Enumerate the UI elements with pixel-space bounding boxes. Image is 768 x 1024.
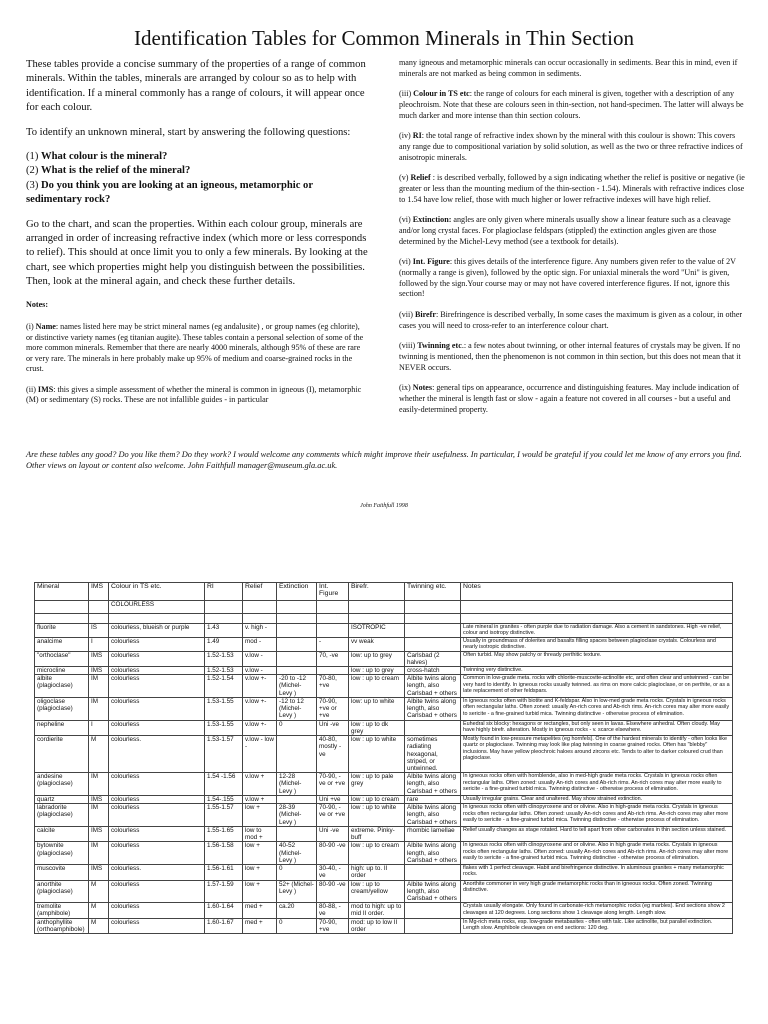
mineral-cell: bytownite (plagioclase) bbox=[35, 842, 89, 865]
birefr-cell: low : up to cream/yellow bbox=[349, 880, 405, 903]
birefr-cell: low: up to grey bbox=[349, 651, 405, 666]
mineral-cell: albite (plagioclase) bbox=[35, 675, 89, 698]
colour-cell: colourless bbox=[109, 773, 205, 796]
extinction-cell bbox=[277, 826, 317, 841]
birefr-cell: ISOTROPIC bbox=[349, 624, 405, 638]
question-2-number: (2) bbox=[26, 165, 42, 177]
notes-column bbox=[399, 58, 747, 425]
ims-cell: M bbox=[89, 918, 109, 933]
birefr-cell: low : up to dk grey bbox=[349, 720, 405, 735]
birefr-cell: low : up to pale grey bbox=[349, 773, 405, 796]
notes-cell: In igneous rocks often with biotite and K-feldspar. Also in low-med grade meta rocks. Crystals in igneous rocks often rectangular laths. Often zoned: usually An-rich cores and Ab-rich rims. An-rich cores may alter more easily to sericite - a fine-grained turbid mica. Twinning distinctive - otherwise process of elimination. bbox=[461, 697, 733, 720]
colour-cell: colourless bbox=[109, 666, 205, 674]
note-continuation: many igneous and metamorphic minerals can occur occasionally in sediments. Bear this in mind, even if minerals are not marked as being common in sediments. bbox=[399, 58, 738, 78]
mineral-cell: calcite bbox=[35, 826, 89, 841]
instructions-paragraph: To identify an unknown mineral, start by answering the following questions: bbox=[26, 126, 351, 138]
extinction-cell bbox=[277, 624, 317, 638]
extinction-cell: -20 to -12 (Michel-Levy ) bbox=[277, 675, 317, 698]
relief-cell: v.low - low - bbox=[243, 736, 277, 773]
relief-cell: v.low +- bbox=[243, 675, 277, 698]
birefr-cell: mod to high: up to mid II order. bbox=[349, 903, 405, 918]
ims-cell: I bbox=[89, 720, 109, 735]
int-figure-cell: 70-90, +ve bbox=[317, 918, 349, 933]
table-row bbox=[35, 826, 733, 841]
extinction-cell bbox=[277, 651, 317, 666]
table-header-row bbox=[35, 583, 733, 601]
ri-cell: 1.57-1.59 bbox=[205, 880, 243, 903]
mineral-cell: analcime bbox=[35, 637, 89, 651]
table-row bbox=[35, 720, 733, 735]
header-birefr: Birefr. bbox=[349, 583, 405, 601]
note-int-figure: (vi) Int. Figure: this gives details of the interference figure. Any numbers given refer to the value of 2V (normally a range is given), followed by the optic sign. For uniaxial minerals the word "Uni" is given, followed by the sign.Your course may or may not have covered interference figures. If not, ignore this section! bbox=[399, 257, 736, 299]
int-figure-cell: 80-90 -ve bbox=[317, 842, 349, 865]
ri-cell: 1.60-1.67 bbox=[205, 918, 243, 933]
twinning-cell: Albite twins along length, also Carlsbad + others bbox=[405, 880, 461, 903]
notes-cell: In Mg-rich meta rocks, esp. low-grade metabasites - often with talc. Like actinolite, but parallel extinction. Length slow. Amphibole cleavages on end sections: 120 deg. bbox=[461, 918, 733, 933]
ri-cell: 1.43 bbox=[205, 624, 243, 638]
colour-cell: colourless bbox=[109, 675, 205, 698]
ims-cell: IS bbox=[89, 624, 109, 638]
birefr-cell: low : up to grey bbox=[349, 666, 405, 674]
mineral-cell: cordierite bbox=[35, 736, 89, 773]
notes-cell: Common in low-grade meta. rocks with chlorite-muscovite-actinolite etc, and often clear and untwinned - can be very hard to identify. In igneous rocks usually twinned. as rims on more calcic plagioclase, or on perthite, or as a late replacement of other feldspars. bbox=[461, 675, 733, 698]
notes-cell: flakes with 1 perfect cleavage. Habit and birefringence distinctive. In aluminous granites + many metamorphic rocks. bbox=[461, 865, 733, 880]
twinning-cell bbox=[405, 865, 461, 880]
ims-cell: M bbox=[89, 903, 109, 918]
mineral-cell: tremolite (amphibole) bbox=[35, 903, 89, 918]
note-colour: (iii) Colour in TS etc: the range of colours for each mineral is given, together with a description of any pleochroism. Note that these are colours seen in thin-section, not hand-specimen. The latter will always be much darker and more intense than thin section colours. bbox=[399, 89, 744, 120]
notes-cell: Mostly found in low-pressure metapelites (eg hornfels). One of the hardest minerals to identify - often looks like quartz or plagioclase. Twinning may look like plag twinning in coarse grained rocks. Often has "blebby" inclusions. May have yellow pleochroic haloes around zircons etc. Tends to alter to darker coloured crud than plagioclase. bbox=[461, 736, 733, 773]
birefr-cell: low : up to cream bbox=[349, 675, 405, 698]
notes-cell: Late mineral in granites - often purple due to radiation damage. Also a cement in sandstones. High -ve relief, colour and isotropy distinctive. bbox=[461, 624, 733, 638]
note-name: (i) Name: names listed here may be strict mineral names (eg andalusite) , or group names (eg chlorite), or distinctive variety names (eg titanian augite). These tables contain a personal selection of some of the more common minerals. Remember that there are nearly 4000 minerals, although 95% of these are rare or very rare. The minerals in here probably make up 95% of medium and coarse-grained rocks in the crust. bbox=[26, 322, 364, 374]
relief-cell: low + bbox=[243, 804, 277, 827]
int-figure-cell: 80-88, -ve bbox=[317, 903, 349, 918]
relief-cell: v.low +- bbox=[243, 720, 277, 735]
extinction-cell: 40-52 (Michel-Levy ) bbox=[277, 842, 317, 865]
intro-paragraph: These tables provide a concise summary of the properties of a range of common minerals. Within the tables, minerals are arranged by colour so as to help with identification. If a mineral commonly has a range of colours, it will appear once for each colour. bbox=[26, 59, 366, 114]
extinction-cell: 52+ (Michel-Levy ) bbox=[277, 880, 317, 903]
mineral-table bbox=[34, 582, 733, 934]
notes-cell: Usually in groundmass of dolerites and basalts filling spaces between plagioclase crystals. Colourless and nearly isotropic distinctive. bbox=[461, 637, 733, 651]
relief-cell: v. high - bbox=[243, 624, 277, 638]
table-row bbox=[35, 795, 733, 803]
table-row bbox=[35, 918, 733, 933]
twinning-cell: Albite twins along length, also Carlsbad + others bbox=[405, 842, 461, 865]
notes-cell: In igneous rocks often with clinopyroxene and or olivine. Also in high-grade meta rocks. Crystals in igneous rocks often rectangular laths. Often zoned: usually An-rich cores and Ab-rich rims. An-rich cores may alter more easily to sericite - a fine-grained turbid mica. Twinning distinctive - otherwise process of elimination. bbox=[461, 804, 733, 827]
colour-cell: colourless bbox=[109, 795, 205, 803]
int-figure-cell: 70, -ve bbox=[317, 651, 349, 666]
birefr-cell: low : up to white bbox=[349, 736, 405, 773]
relief-cell: low + bbox=[243, 842, 277, 865]
note-relief: (v) Relief : is described verbally, followed by a sign indicating whether the relief is positive or negative (ie greater or less than the mounting medium of the thin-section - 1.54). Minerals with refractive indices close to 1.54 have low relief, those with much higher or lower refractive indexes will have high relief. bbox=[399, 173, 745, 204]
ri-cell: 1.52-1.53 bbox=[205, 651, 243, 666]
relief-cell: low to mod + bbox=[243, 826, 277, 841]
extinction-cell: 12-28 (Michel-Levy ) bbox=[277, 773, 317, 796]
ri-cell: 1.54-.155 bbox=[205, 795, 243, 803]
mineral-cell: quartz bbox=[35, 795, 89, 803]
notes-cell: Often turbid. May show patchy or thready perthitic texture. bbox=[461, 651, 733, 666]
colour-cell: colourless bbox=[109, 637, 205, 651]
twinning-cell: rare bbox=[405, 795, 461, 803]
ims-cell: IMS bbox=[89, 666, 109, 674]
twinning-cell bbox=[405, 720, 461, 735]
note-twinning: (viii) Twinning etc.: a few notes about twinning, or other internal features of crystals may be given. If no twinning is mentioned, then the phenomenon is not common in thin section, but this does not mean that it NEVER occurs. bbox=[399, 341, 741, 372]
ims-cell: IM bbox=[89, 773, 109, 796]
int-figure-cell: 80-90 -ve bbox=[317, 880, 349, 903]
ri-cell: 1.53-1.55 bbox=[205, 720, 243, 735]
relief-cell: med + bbox=[243, 918, 277, 933]
relief-cell: mod - bbox=[243, 637, 277, 651]
int-figure-cell bbox=[317, 666, 349, 674]
twinning-cell: Albite twins along length, also Carlsbad + others bbox=[405, 675, 461, 698]
note-notes: (ix) Notes: general tips on appearance, occurrence and distinguishing features. May include indication of whether the mineral is length fast or slow - again a feature not covered in all courses - but a useful and easily-determined property. bbox=[399, 383, 740, 414]
table-row bbox=[35, 865, 733, 880]
table-row bbox=[35, 804, 733, 827]
mineral-cell: fluorite bbox=[35, 624, 89, 638]
table-body bbox=[35, 601, 733, 934]
table-row bbox=[35, 637, 733, 651]
colour-cell: colourless, blueish or purple bbox=[109, 624, 205, 638]
table-row bbox=[35, 675, 733, 698]
ri-cell: 1.53-1.55 bbox=[205, 697, 243, 720]
colour-cell: colourless. bbox=[109, 865, 205, 880]
int-figure-cell: 40-80, mostly -ve bbox=[317, 736, 349, 773]
header-int-figure: Int. Figure bbox=[317, 583, 349, 601]
birefr-cell: extreme. Pinky-buff bbox=[349, 826, 405, 841]
ims-cell: M bbox=[89, 736, 109, 773]
notes-cell: Usually irregular grains. Clear and unaltered. May show strained extinction. bbox=[461, 795, 733, 803]
ri-cell: 1.54 -1.56 bbox=[205, 773, 243, 796]
ri-cell: 1.49 bbox=[205, 637, 243, 651]
intro-column bbox=[26, 58, 368, 416]
ims-cell: IMS bbox=[89, 651, 109, 666]
ri-cell: 1.55-1.65 bbox=[205, 826, 243, 841]
ri-cell: 1.53-1.57 bbox=[205, 736, 243, 773]
birefr-cell: low : up to cream bbox=[349, 842, 405, 865]
ims-cell: M bbox=[89, 880, 109, 903]
colour-cell: colourless bbox=[109, 880, 205, 903]
int-figure-cell: Uni -ve bbox=[317, 826, 349, 841]
mineral-cell: andesine (plagioclase) bbox=[35, 773, 89, 796]
relief-cell: v.low - bbox=[243, 666, 277, 674]
mineral-cell: muscovite bbox=[35, 865, 89, 880]
header-mineral: Mineral bbox=[35, 583, 89, 601]
ims-cell: IMS bbox=[89, 865, 109, 880]
colour-cell: colourless bbox=[109, 651, 205, 666]
int-figure-cell: - bbox=[317, 637, 349, 651]
ri-cell: 1.52-1.54 bbox=[205, 675, 243, 698]
extinction-cell: 0 bbox=[277, 720, 317, 735]
extinction-cell: -12 to 12 (Michel-Levy ) bbox=[277, 697, 317, 720]
birefr-cell: high: up to. II order bbox=[349, 865, 405, 880]
ims-cell: IM bbox=[89, 697, 109, 720]
group-row bbox=[35, 601, 733, 614]
table-row bbox=[35, 903, 733, 918]
extinction-cell bbox=[277, 666, 317, 674]
table-row bbox=[35, 697, 733, 720]
int-figure-cell: Uni -ve bbox=[317, 720, 349, 735]
ims-cell: IMS bbox=[89, 795, 109, 803]
header-colour: Colour in TS etc. bbox=[109, 583, 205, 601]
extinction-cell: 0 bbox=[277, 918, 317, 933]
ims-cell: I bbox=[89, 637, 109, 651]
note-birefr: (vii) Birefr: Birefringence is described verbally, In some cases the maximum is given as a colour, in other cases you will need to cross-refer to an interference colour chart. bbox=[399, 310, 743, 330]
relief-cell: v.low + bbox=[243, 795, 277, 803]
mineral-cell: anthophyllite (orthoamphibole) bbox=[35, 918, 89, 933]
int-figure-cell: 70-90, -ve or +ve bbox=[317, 773, 349, 796]
ri-cell: 1.60-1.64 bbox=[205, 903, 243, 918]
group-label: COLOURLESS bbox=[109, 601, 205, 614]
int-figure-cell: 70-80, +ve bbox=[317, 675, 349, 698]
question-2: What is the relief of the mineral? bbox=[41, 165, 191, 177]
notes-cell: Anorthite commoner in very high grade metamorphic rocks than in igneous rocks. Often zoned. Twinning distinctive. bbox=[461, 880, 733, 903]
relief-cell: med + bbox=[243, 903, 277, 918]
relief-cell: v.low - bbox=[243, 651, 277, 666]
twinning-cell: Albite twins along length, also Carlsbad + others bbox=[405, 697, 461, 720]
notes-cell: Twinning very distinctive. bbox=[461, 666, 733, 674]
colour-cell: colourless bbox=[109, 804, 205, 827]
table-row bbox=[35, 842, 733, 865]
colour-cell: colourless. bbox=[109, 736, 205, 773]
mineral-cell: nepheline bbox=[35, 720, 89, 735]
colour-cell: colourless bbox=[109, 903, 205, 918]
mineral-cell: oligoclase (plagioclase) bbox=[35, 697, 89, 720]
signature: John Faithfull 1998 bbox=[360, 503, 408, 509]
twinning-cell bbox=[405, 903, 461, 918]
birefr-cell: mod: up to low II order bbox=[349, 918, 405, 933]
table-row bbox=[35, 773, 733, 796]
mineral-cell: labradorite (plagioclase) bbox=[35, 804, 89, 827]
question-1: What colour is the mineral? bbox=[41, 151, 168, 163]
note-ims: (ii) IMS: this gives a simple assessment of whether the mineral is common in igneous (I), metamorphic (M) or sedimentary (S) rocks. These are not infallible guides - in particular bbox=[26, 384, 362, 405]
int-figure-cell: 30-40, -ve bbox=[317, 865, 349, 880]
mineral-cell: microcline bbox=[35, 666, 89, 674]
mineral-cell: anorthite (plagioclase) bbox=[35, 880, 89, 903]
question-3-number: (3) bbox=[26, 179, 42, 191]
ri-cell: 1.56-1.61 bbox=[205, 865, 243, 880]
ims-cell: IM bbox=[89, 675, 109, 698]
int-figure-cell bbox=[317, 624, 349, 638]
header-notes: Notes bbox=[461, 583, 733, 601]
twinning-cell: rhombic lamellae bbox=[405, 826, 461, 841]
notes-cell: Crystals usually elongate. Only found in carbonate-rich metamorphic rocks (eg marbles). End sections show 2 cleavages at 120 degrees. Long sections show 1 cleavage along length. Length slow. bbox=[461, 903, 733, 918]
birefr-cell: low : up to white bbox=[349, 804, 405, 827]
colour-cell: colourless bbox=[109, 842, 205, 865]
twinning-cell bbox=[405, 918, 461, 933]
relief-cell: low + bbox=[243, 880, 277, 903]
question-1-number: (1) bbox=[26, 151, 42, 163]
colour-cell: colourless bbox=[109, 918, 205, 933]
table-row bbox=[35, 651, 733, 666]
notes-cell: Euhedral six blocky: hexagons or rectangles, but only seen in lavas. Elsewhere anhedral. Often cloudy. May have highly birefr. alteration. Mostly in igneous rocks - v. scarce elsewhere. bbox=[461, 720, 733, 735]
birefr-cell: low: up to white bbox=[349, 697, 405, 720]
note-extinction: (vi) Extinction: angles are only given where minerals usually show a linear feature such as a cleavage and/or long crystal faces. For plagioclase feldspars (stippled) the extinction angles given are those determined by the Michel-Levy method (see a textbook for details). bbox=[399, 215, 731, 246]
header-relief: Relief bbox=[243, 583, 277, 601]
question-3: Do you think you are looking at an igneous, metamorphic or sedimentary rock? bbox=[26, 179, 313, 206]
extinction-cell bbox=[277, 736, 317, 773]
notes-cell: In igneous rocks often with clinopyroxene and or olivine. Also in high grade meta rocks. Crystals in igneous rocks often rectangular laths. Often zoned: usually An-rich cores and Ab-rich rims. An-rich cores may alter more easily to sericite - a fine-grained turbid mica. Twinning distinctive - otherwise process of elimination. bbox=[461, 842, 733, 865]
question-list bbox=[26, 150, 368, 208]
header-twinning: Twinning etc. bbox=[405, 583, 461, 601]
twinning-cell: Carlsbad (2 halves) bbox=[405, 651, 461, 666]
mineral-cell: "orthoclase" bbox=[35, 651, 89, 666]
int-figure-cell: 70-90, +ve or +ve bbox=[317, 697, 349, 720]
extinction-cell: 0 bbox=[277, 865, 317, 880]
int-figure-cell: Uni +ve bbox=[317, 795, 349, 803]
table-row bbox=[35, 624, 733, 638]
colour-cell: colourless bbox=[109, 826, 205, 841]
ri-cell: 1.56-1.58 bbox=[205, 842, 243, 865]
extinction-cell: 28-39 (Michel-Levy ) bbox=[277, 804, 317, 827]
relief-cell: v.low + bbox=[243, 773, 277, 796]
extinction-cell: ca.20 bbox=[277, 903, 317, 918]
colour-cell: colourless bbox=[109, 697, 205, 720]
colour-cell: colourless bbox=[109, 720, 205, 735]
table-row bbox=[35, 880, 733, 903]
twinning-cell: sometimes radiating hexagonal, striped, or untwinned. bbox=[405, 736, 461, 773]
int-figure-cell: 70-90, -ve or +ve bbox=[317, 804, 349, 827]
extinction-cell bbox=[277, 637, 317, 651]
page-title: Identification Tables for Common Minerals in Thin Section bbox=[134, 26, 634, 50]
birefr-cell: low : up to cream bbox=[349, 795, 405, 803]
chart-guidance-paragraph: Go to the chart, and scan the properties. Within each colour group, minerals are arranged in order of increasing refractive index (which more or less corresponds to relief). This should at once limit you to only a few minerals. By looking at the chart, see which properties might help you distinguish between the possibilities. Then, look at the mineral again, and check these further details. bbox=[26, 218, 368, 288]
ri-cell: 1.52-1.53 bbox=[205, 666, 243, 674]
ri-cell: 1.55-1.57 bbox=[205, 804, 243, 827]
spacer-row bbox=[35, 614, 733, 624]
birefr-cell: vv weak bbox=[349, 637, 405, 651]
notes-cell: In igneous rocks often with hornblende, also in med-high grade meta rocks. Crystals in igneous rocks often rectangular laths. Often zoned: usually An-rich cores and Ab-rich rims. An-rich cores may alter more easily to sericite - a fine-grained turbid mica. Twinning distinctive - otherwise process of elimination. bbox=[461, 773, 733, 796]
header-ri: RI bbox=[205, 583, 243, 601]
ims-cell: IM bbox=[89, 804, 109, 827]
twinning-cell: Albite twins along length, also Carlsbad + others bbox=[405, 773, 461, 796]
notes-cell: Relief usually changes as stage rotated. Hard to tell apart from other carbonates in thin section unless stained. bbox=[461, 826, 733, 841]
table-row bbox=[35, 736, 733, 773]
header-ims: IMS bbox=[89, 583, 109, 601]
twinning-cell: Albite twins along length, also Carlsbad + others bbox=[405, 804, 461, 827]
header-extinction: Extinction bbox=[277, 583, 317, 601]
note-ri: (iv) RI: the total range of refractive index shown by the mineral with this coulour is shown: This covers any range due to compositional variation by solid solution, as well as the two or three refractive indices of anisotropic minerals. bbox=[399, 131, 743, 162]
relief-cell: low + bbox=[243, 865, 277, 880]
table-row bbox=[35, 666, 733, 674]
twinning-cell bbox=[405, 637, 461, 651]
relief-cell: v.low +- bbox=[243, 697, 277, 720]
extinction-cell bbox=[277, 795, 317, 803]
twinning-cell bbox=[405, 624, 461, 638]
twinning-cell: cross-hatch bbox=[405, 666, 461, 674]
ims-cell: IMS bbox=[89, 826, 109, 841]
notes-heading: Notes: bbox=[26, 299, 49, 309]
feedback-paragraph: Are these tables any good? Do you like them? Do they work? I would welcome any comments which might improve their usefulness. In particular, I would be grateful if you could let me know of any errors you find. Other views on layout or content also welcome. John Faithfull manager@museum.gla.ac.uk. bbox=[26, 450, 742, 471]
ims-cell: IM bbox=[89, 842, 109, 865]
